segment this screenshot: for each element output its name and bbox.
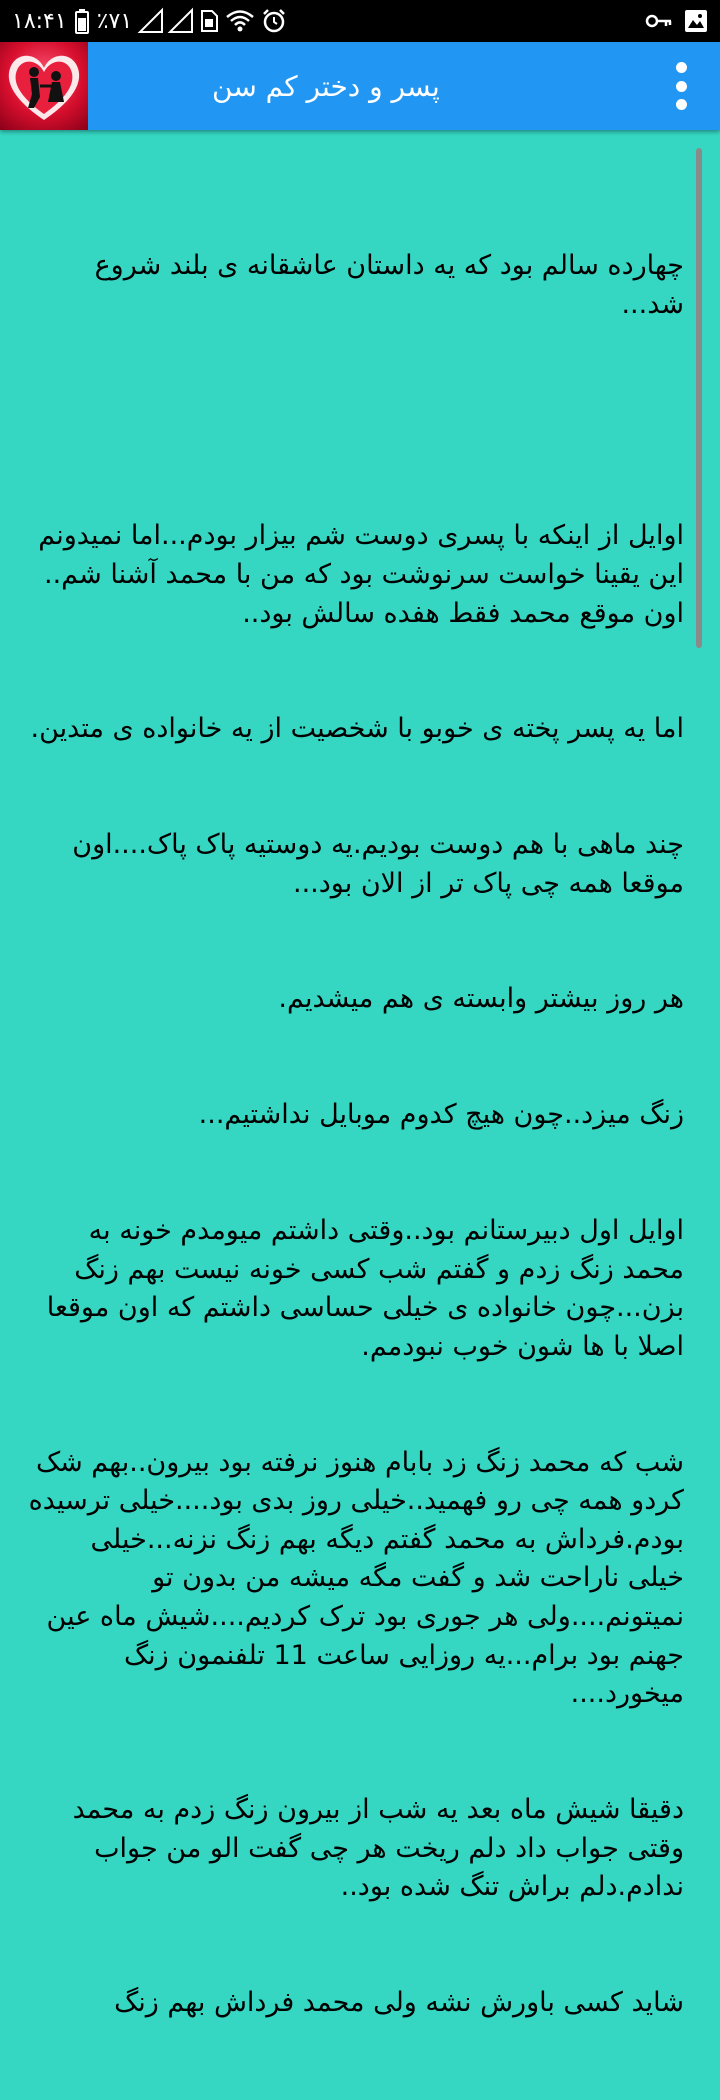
- menu-dot: [676, 81, 687, 92]
- battery-icon: [75, 7, 89, 35]
- story-paragraph: شب که محمد زنگ زد بابام هنوز نرفته بود بیرون..بهم شک کردو همه چی رو فهمید..خیلی روز بدی بود....خیلی ترسیده بودم.فرداش به محمد گفتم دیگه بهم زنگ نزنه...خیلی خیلی ناراحت شد و گفت مگه میشه من بدون تو نمیتونم....ولی هر جوری بود ترک کردیم....شیش ماه عین جهنم بود برام...یه روزایی ساعت 11 تلفنمون زنگ میخورد....: [20, 1446, 684, 1710]
- story-content[interactable]: [0, 130, 720, 2018]
- story-paragraph: هر روز بیشتر وابسته ی هم میشدیم.: [278, 983, 684, 1015]
- couple-heart-logo-icon: [0, 42, 88, 130]
- status-left: [12, 7, 286, 35]
- signal-icon: [140, 7, 162, 35]
- story-paragraph: شاید کسی باورش نشه ولی محمد فرداش بهم زنگ: [114, 1986, 684, 2018]
- menu-dot: [676, 62, 687, 73]
- story-paragraph: چند ماهی با هم دوست بودیم.یه دوستیه پاک پاک....اون موقعا همه چی پاک تر از الان بود...: [63, 829, 684, 899]
- story-paragraph: [26, 402, 684, 441]
- story-paragraph: اوایل از اینکه با پسری دوست شم بیزار بودم...اما نمیدونم این یقینا خواست سرنوشت بود که من با محمد آشنا شم.. اون موقع محمد فقط هفده سالش بود..: [29, 520, 684, 629]
- wifi-icon: [226, 7, 254, 35]
- image-icon: [684, 7, 708, 35]
- story-paragraph: زنگ میزد..چون هیچ کدوم موبایل نداشتیم...: [198, 1099, 684, 1131]
- story-paragraph: دقیقا شیش ماه بعد یه شب از بیرون زنگ زدم به محمد وقتی جواب داد دلم ریخت هر چی گفت الو من جواب ندادم.دلم براش تنگ شده بود..: [64, 1793, 684, 1903]
- app-bar: [0, 42, 720, 130]
- menu-dot: [676, 99, 687, 110]
- story-paragraph: اوایل اول دبیرستانم بود..وقتی داشتم میومدم خونه به محمد زنگ زدم و گفتم شب کسی خونه نیست بهم زنگ بزن...چون خانواده ی خیلی حساسی داشتم که اون موقعا اصلا با ها شون خوب نبودمم.: [38, 1215, 684, 1362]
- alarm-icon: [262, 7, 286, 35]
- key-icon: [646, 7, 672, 35]
- story-paragraph: چهارده سالم بود که یه داستان عاشقانه ی بلند شروع شد...: [85, 250, 684, 320]
- story-text: [20, 170, 684, 2100]
- clock: ۱۸:۴۱: [12, 8, 67, 34]
- battery-percent: ٪۷۱: [96, 8, 133, 34]
- scrollbar[interactable]: [696, 148, 702, 648]
- signal-icon: [170, 7, 192, 35]
- more-vert-icon[interactable]: [668, 62, 694, 110]
- story-paragraph: اما یه پسر پخته ی خوبو با شخصیت از یه خانواده ی متدین.: [30, 713, 684, 745]
- status-bar: [0, 0, 720, 42]
- sim-icon: [200, 7, 218, 35]
- app-title: پسر و دختر کم سن: [212, 69, 440, 103]
- status-right: [646, 7, 708, 35]
